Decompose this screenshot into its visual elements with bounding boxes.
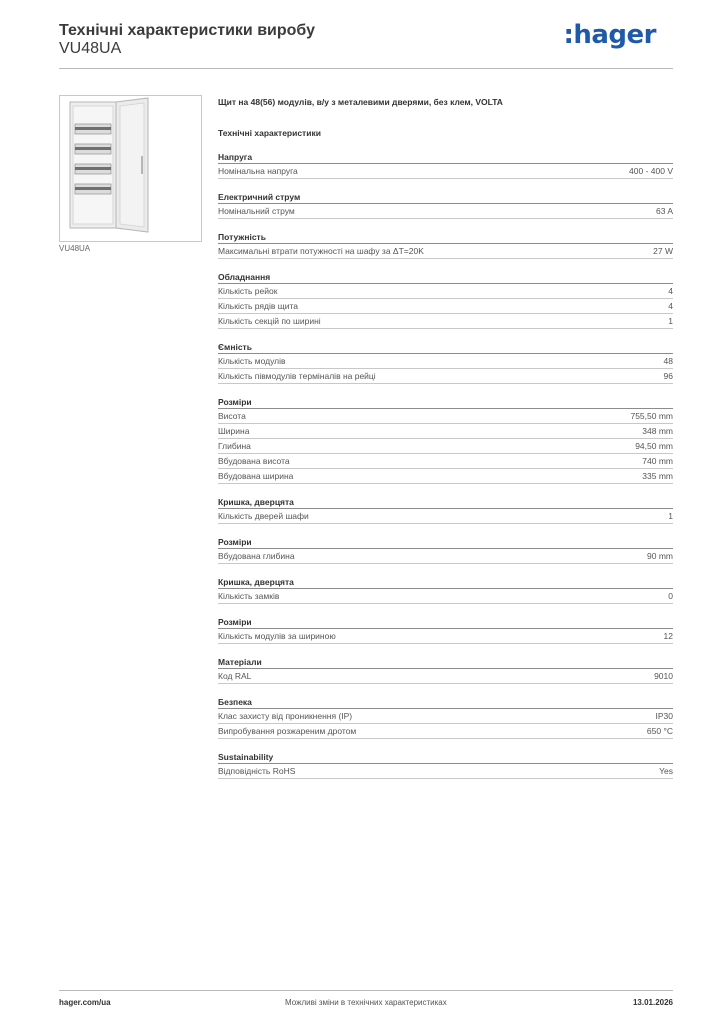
- section-title: Обладнання: [218, 272, 673, 284]
- spec-row: [218, 244, 673, 259]
- spec-value: 63 A: [655, 206, 673, 216]
- tech-specs-heading: Технічні характеристики: [218, 128, 321, 138]
- spec-value: 335 mm: [642, 471, 673, 481]
- page-title: Технічні характеристики виробу: [59, 22, 315, 39]
- spec-label: Висота: [218, 411, 246, 421]
- spec-section: [218, 397, 673, 484]
- section-title: Електричний струм: [218, 192, 673, 204]
- spec-value: 400 - 400 V: [629, 166, 673, 176]
- spec-row: [218, 284, 673, 299]
- spec-label: Номінальна напруга: [218, 166, 298, 176]
- spec-value: 348 mm: [642, 426, 673, 436]
- spec-section: [218, 232, 673, 259]
- spec-section: [218, 657, 673, 684]
- spec-label: Кількість півмодулів терміналів на рейці: [218, 371, 376, 381]
- spec-label: Клас захисту від проникнення (IP): [218, 711, 353, 721]
- spec-row: [218, 764, 673, 779]
- spec-label: Кількість дверей шафи: [218, 511, 309, 521]
- spec-label: Кількість секцій по ширині: [218, 316, 321, 326]
- page-header: [59, 20, 673, 70]
- footer-date: 13.01.2026: [632, 998, 673, 1007]
- spec-label: Кількість рядів щита: [218, 301, 298, 311]
- product-code: VU48UA: [59, 40, 122, 57]
- spec-section: [218, 192, 673, 219]
- spec-value: 1: [668, 511, 673, 521]
- spec-value: IP30: [655, 711, 673, 721]
- spec-value: 4: [668, 286, 673, 296]
- spec-row: [218, 589, 673, 604]
- spec-label: Номінальний струм: [218, 206, 295, 216]
- spec-section: [218, 577, 673, 604]
- spec-label: Глибина: [218, 441, 251, 451]
- spec-row: [218, 669, 673, 684]
- spec-value: 740 mm: [642, 456, 673, 466]
- spec-label: Кількість модулів: [218, 356, 286, 366]
- spec-label: Ширина: [218, 426, 250, 436]
- spec-section: [218, 497, 673, 524]
- hager-logo[interactable]: :hager: [563, 20, 656, 50]
- spec-section: [218, 152, 673, 179]
- spec-row: [218, 724, 673, 739]
- image-caption: VU48UA: [59, 244, 91, 253]
- spec-section: [218, 697, 673, 739]
- spec-row: [218, 629, 673, 644]
- spec-label: Кількість замків: [218, 591, 280, 601]
- spec-row: [218, 299, 673, 314]
- section-title: Напруга: [218, 152, 673, 164]
- spec-row: [218, 509, 673, 524]
- section-title: Ємність: [218, 342, 673, 354]
- spec-value: 48: [663, 356, 673, 366]
- spec-row: [218, 549, 673, 564]
- spec-section: [218, 617, 673, 644]
- section-title: Безпека: [218, 697, 673, 709]
- spec-section: [218, 537, 673, 564]
- spec-row: [218, 454, 673, 469]
- spec-section: [218, 752, 673, 779]
- section-title: Потужність: [218, 232, 673, 244]
- spec-row: [218, 439, 673, 454]
- spec-value: 755,50 mm: [630, 411, 673, 421]
- section-title: Розміри: [218, 537, 673, 549]
- spec-value: Yes: [659, 766, 673, 776]
- spec-label: Вбудована ширина: [218, 471, 294, 481]
- spec-row: [218, 369, 673, 384]
- section-title: Sustainability: [218, 752, 673, 764]
- section-title: Кришка, дверцята: [218, 497, 673, 509]
- spec-label: Вбудована висота: [218, 456, 290, 466]
- section-title: Розміри: [218, 617, 673, 629]
- spec-row: [218, 204, 673, 219]
- spec-section: [218, 342, 673, 384]
- spec-value: 94,50 mm: [635, 441, 673, 451]
- spec-label: Кількість модулів за шириною: [218, 631, 336, 641]
- spec-label: Вбудована глибина: [218, 551, 295, 561]
- spec-value: 96: [663, 371, 673, 381]
- section-title: Розміри: [218, 397, 673, 409]
- spec-value: 0: [668, 591, 673, 601]
- spec-value: 90 mm: [647, 551, 673, 561]
- footer-divider: [59, 990, 673, 991]
- section-title: Матеріали: [218, 657, 673, 669]
- spec-value: 650 °C: [646, 726, 673, 736]
- product-image: [59, 95, 202, 242]
- spec-row: [218, 354, 673, 369]
- spec-value: 4: [668, 301, 673, 311]
- spec-label: Код RAL: [218, 671, 252, 681]
- spec-row: [218, 424, 673, 439]
- spec-value: 1: [668, 316, 673, 326]
- spec-row: [218, 164, 673, 179]
- spec-value: 27 W: [653, 246, 673, 256]
- spec-label: Відповідність RoHS: [218, 766, 296, 776]
- distribution-board-illustration: [60, 96, 201, 241]
- footer-website-link[interactable]: hager.com/ua: [59, 998, 111, 1007]
- footer-disclaimer: Можливі зміни в технічних характеристиках: [285, 998, 447, 1007]
- spec-value: 12: [663, 631, 673, 641]
- spec-label: Випробування розжареним дротом: [218, 726, 357, 736]
- spec-content: [218, 95, 673, 779]
- header-divider: [59, 68, 673, 69]
- spec-row: [218, 709, 673, 724]
- spec-row: [218, 314, 673, 329]
- section-title: Кришка, дверцята: [218, 577, 673, 589]
- spec-row: [218, 469, 673, 484]
- spec-label: Максимальні втрати потужності на шафу за ΔT=20K: [218, 246, 424, 256]
- product-description: Щит на 48(56) модулів, в/у з металевими дверями, без клем, VOLTA: [218, 97, 503, 107]
- spec-section: [218, 272, 673, 329]
- spec-row: [218, 409, 673, 424]
- spec-label: Кількість рейок: [218, 286, 278, 296]
- spec-value: 9010: [654, 671, 673, 681]
